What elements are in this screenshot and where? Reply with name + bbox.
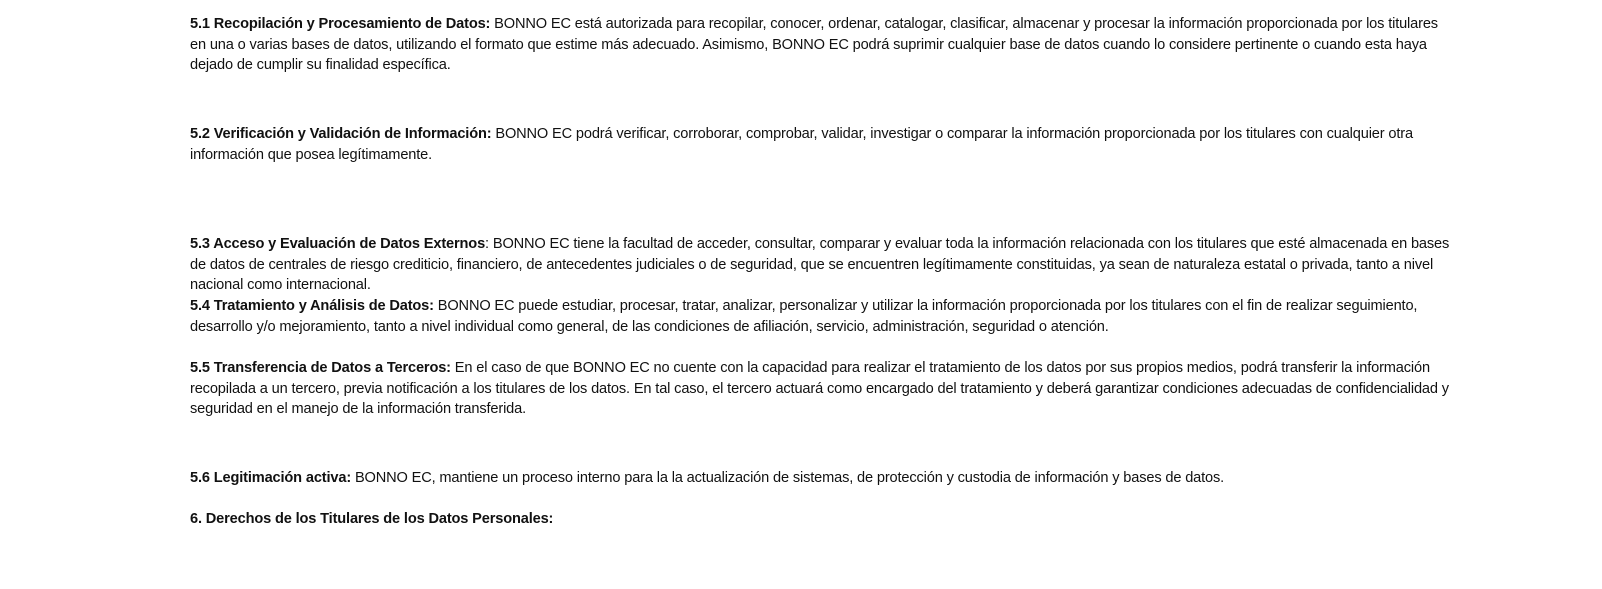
section-5-1-title: 5.1 Recopilación y Procesamiento de Datos: bbox=[190, 16, 491, 32]
section-5-6-title: 5.6 Legitimación activa: bbox=[190, 470, 352, 486]
section-5-5-text: En el caso de que BONNO EC no cuente con la capacidad para realizar el tratamiento de los datos por sus propios medios, podrá transferir la información recopilada a un tercero, previa notificación a los titulares de los datos. En tal caso, el tercero actuará como encargado del tratamiento y deberá garantizar condiciones adecuadas de confidencialidad y seguridad en el manejo de la información transferida. bbox=[190, 360, 1449, 417]
section-5-3 bbox=[190, 234, 1452, 296]
section-5-1 bbox=[190, 14, 1452, 76]
section-5-6 bbox=[190, 468, 1452, 489]
section-5-5 bbox=[190, 358, 1452, 420]
section-5-5-title: 5.5 Transferencia de Datos a Terceros: bbox=[190, 360, 451, 376]
section-5-2 bbox=[190, 124, 1452, 165]
section-5-4 bbox=[190, 296, 1452, 337]
section-5-4-title: 5.4 Tratamiento y Análisis de Datos: bbox=[190, 298, 434, 314]
section-5-2-title: 5.2 Verificación y Validación de Información: bbox=[190, 126, 492, 142]
section-6-heading: 6. Derechos de los Titulares de los Datos Personales: bbox=[190, 511, 554, 527]
section-5-3-title: 5.3 Acceso y Evaluación de Datos Externos bbox=[190, 236, 486, 252]
section-5-4-text: BONNO EC puede estudiar, procesar, tratar, analizar, personalizar y utilizar la información proporcionada por los titulares con el fin de realizar seguimiento, desarrollo y/o mejoramiento, tanto a nivel individual como general, de las condiciones de afiliación, servicio, administración, seguridad o atención. bbox=[190, 298, 1418, 335]
section-5-6-text: BONNO EC, mantiene un proceso interno para la la actualización de sistemas, de protección y custodia de información y bases de datos. bbox=[351, 470, 1225, 486]
section-5-2-text: BONNO EC podrá verificar, corroborar, comprobar, validar, investigar o comparar la información proporcionada por los titulares con cualquier otra información que posea legítimamente. bbox=[190, 126, 1413, 163]
section-5-3-text: : BONNO EC tiene la facultad de acceder, consultar, comparar y evaluar toda la información relacionada con los titulares que esté almacenada en bases de datos de centrales de riesgo crediticio, financiero, de antecedentes judiciales o de seguridad, que se encuentren legítimamente constituidas, ya sean de naturaleza estatal o privada, tanto a nivel nacional como internacional. bbox=[190, 236, 1450, 293]
section-5-1-text: BONNO EC está autorizada para recopilar, conocer, ordenar, catalogar, clasificar, almacenar y procesar la información proporcionada por los titulares en una o varias bases de datos, utilizando el formato que estime más adecuado. Asimismo, BONNO EC podrá suprimir cualquier base de datos cuando lo considere pertinente o cuando esta haya dejado de cumplir su finalidad específica. bbox=[190, 16, 1438, 73]
